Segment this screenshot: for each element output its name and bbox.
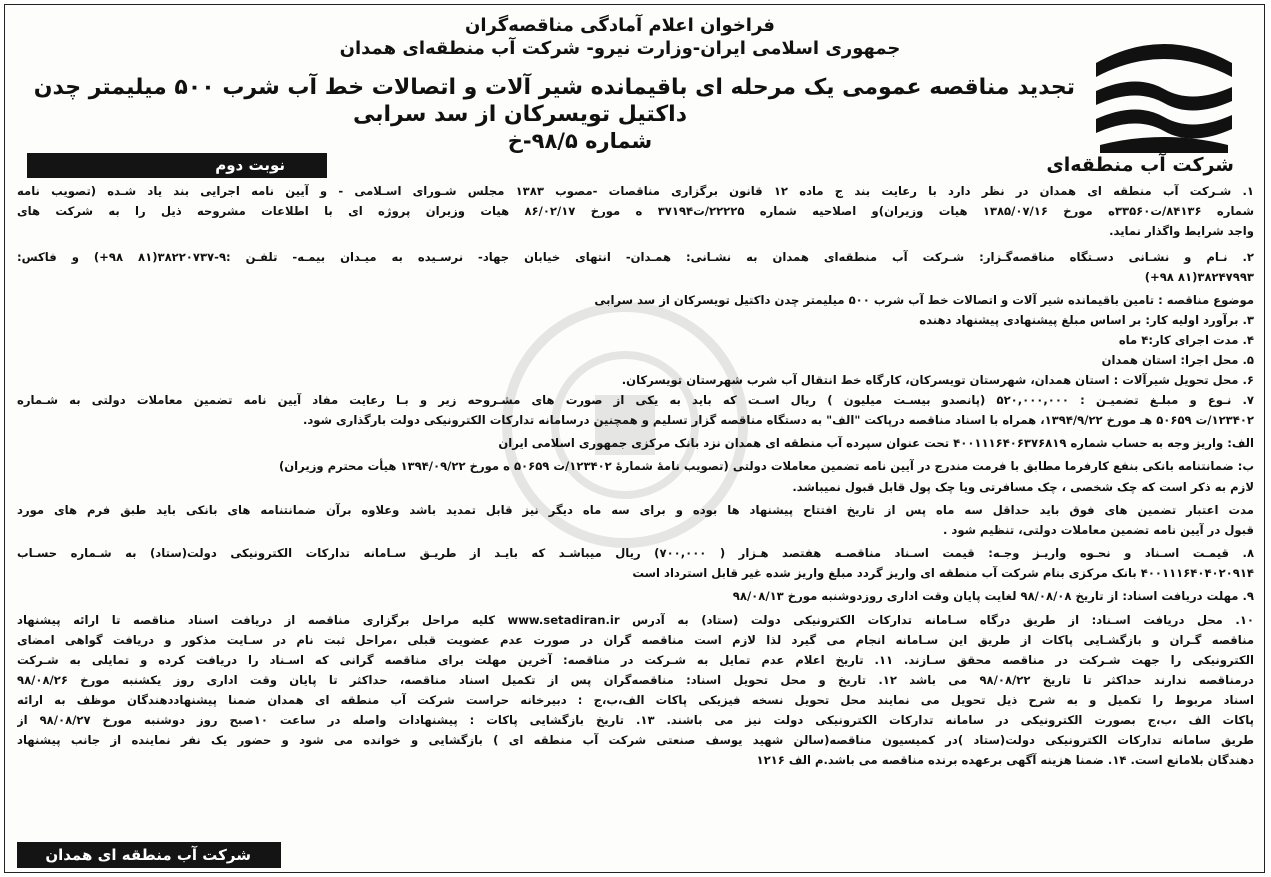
water-company-logo-icon [1086,33,1242,157]
body-line: ۱۲۳۴۰۲/ت ۵۰۶۵۹ هـ مورخ ۱۳۹۴/۹/۲۲، همراه با اسناد مناقصه درپاکت "الف" به دستگاه مناقصه گزار تسلیم و همچنین درسامانه تدارکات الکترونیکی دولت بارگذاری شود. [302,413,1254,427]
body-line: الف: واریز وجه به حساب شماره ۴۰۰۱۱۱۶۴۰۶۳۷۶۸۱۹ تحت عنوان سپرده آب منطقه ای همدان نزد بانک مرکزی جمهوری اسلامی ایران [498,436,1254,450]
body-line: مدت اعتبار تضمین های فوق باید حداقل سه ماه پس از تاریخ افتتاح پیشنهاد ها بوده و برای سه ماه دیگر نیز قابل تمدید باشد وعلاوه برآن ضمانتنامه های بانکی باید طبق فرم های مورد [17,503,1254,517]
body-line: ۱۰. محل دریافت اسـناد: از طریق درگاه سـامانه تدارکات الکترونیکی دولت (ستاد) به آدرس www.setadiran.ir کلیه مراحل برگزاری مناقصه از دریافت اسناد مناقصه تا ارائه پیشنهاد [17,613,1254,627]
tender-subject-title-cont: داکتیل تویسرکان از سد سرابی [352,102,687,127]
body-line: پاکات الف ،ب،ج بصورت الکترونیکی در سامانه تدارکات الکترونیکی دولت نیز می باشند. ۱۳. تاریخ بازگشایی پاکات : پیشنهادات واصله در ساعت ۱۰صبح روز دوشنبه مورخ ۹۸/۰۸/۲۷ از [17,713,1254,727]
body-line: ۸. قیمـت اسـناد و نحـوه واریـز وجـه: قیمت اسـناد مناقصـه هفتصد هـزار ( ۷۰۰,۰۰۰) ریال میباشـد که بایـد از طریـق سـامانه تدارکات الکترونیکی دولت(ستاد) به شـماره حسـاب [17,546,1254,560]
body-line: ۳. برآورد اولیه کار: بر اساس مبلغ پیشنهادی پیشنهاد دهنده [919,313,1254,327]
issuer-line: جمهوری اسلامی ایران-وزارت نیرو- شرکت آب منطقه‌ای همدان [339,38,901,59]
body-line: مناقصه گـران و بازگشـایی پاکات از طریق این سـامانه انجام می گیرد لذا لازم است مناقصه گران در صورت عدم عضویت قبلی ،مراحل ثبت نام در سـایت مذکور و دریافت گواهی امضای [17,633,1254,647]
body-line: ۳۸۲۴۷۹۹۳(۸۱ ۹۸+) [1144,270,1254,284]
body-line: واجد شرایط واگذار نماید. [1109,224,1254,238]
body-line: الکترونیکی را جهت شـرکت در مناقصه محقق سـازند. ۱۱. تاریخ اعلام عدم تمایل به شـرکت در مناقصه: آخرین مهلت برای مناقصه گرانی که اسـناد را دریافت کرده و تمایلی به شـرکت [17,653,1254,667]
body-line: اسناد مربوط را تکمیل و به شرح ذیل تحویل می نمایند محل تحویل نسخه فیزیکی پاکات الف،ب،ج : دبیرخانه حراست شرکت آب منطقه ای همدان ضمنا پیشنهاددهندگان موظف به ارائه [17,693,1254,707]
body-line: ب: ضمانتنامه بانکی بنفع کارفرما مطابق با فرمت مندرج در آیین نامه تضمین معاملات دولتی (تصویب نامهٔ شمارهٔ ۱۲۳۴۰۲/ت ۵۰۶۵۹ ه مورخ ۱۳۹۴/۰۹/۲۲ هیأت محترم وزیران) [278,459,1254,473]
body-line: ۴۰۰۱۱۱۶۴۰۴۰۲۰۹۱۴ بانک مرکزی بنام شرکت آب منطقه ای واریز گردد مبلغ واریز شده غیر قابل استرداد است [632,566,1254,580]
round-badge: نوبت دوم [27,153,327,178]
footer-company: شرکت آب منطقه ای همدان [17,842,281,868]
body-line: ۴. مدت اجرای کار:۴ ماه [1118,333,1254,347]
body-line: درمناقصه ندارند حداکثر تا تاریخ ۹۸/۰۸/۲۲ می باشد ۱۲. تاریخ و محل تحویل اسناد: مناقصه‌گران پس از تکمیل اسناد مناقصه، حداکثر تا پایان وقت اداری روز یکشنبه مورخ ۹۸/۰۸/۲۶ [17,673,1254,687]
body-line: قبول در آیین نامه تضمین معاملات دولتی، تنظیم شود . [942,523,1254,537]
body-line: ۵. محل اجرا: استان همدان [1101,353,1254,367]
body-line: لازم به ذکر است که چک شخصی ، چک مسافرتی ویا چک پول قابل قبول نمیباشد. [792,480,1254,494]
body-line: ۱. شـرکت آب منطقه ای همدان در نظر دارد با رعایت بند ج ماده ۱۲ قانون برگزاری مناقصات -مصوب ۱۳۸۳ مجلس شـورای اسـلامی - و آیین نامه اجرایی بند یاد شـده (تصویب نامه [17,184,1254,198]
body-line: دهندگان بلامانع است. ۱۴. ضمنا هزینه آگهی برعهده برنده مناقصه می باشد.م الف ۱۲۱۶ [756,753,1254,767]
tender-notice [4,4,1265,873]
logo-caption: شرکت آب منطقه‌ای [1046,154,1234,176]
tender-subject-title: تجدید مناقصه عمومی یک مرحله ای باقیمانده شیر آلات و اتصالات خط آب شرب ۵۰۰ میلیمتر چدن [33,75,1075,100]
notice-title: فراخوان اعلام آمادگی مناقصه‌گران [465,15,775,36]
tender-number: شماره ۹۸/۵-خ [507,129,653,153]
body-line: موضوع مناقصه : تامین باقیمانده شیر آلات و اتصالات خط آب شرب ۵۰۰ میلیمتر چدن داکتیل تویسرکان از سد سرابی [594,293,1254,307]
body-line: ۲. نـام و نشـانی دسـتگاه مناقصه‌گـزار: شـرکت آب منطقه‌ای همدان به نشـانی: همـدان- انتهای خیابان جهاد- نرسـیده به میـدان بیمـه- تلفـن :۹-۳۸۲۲۰۷۳۷(۸۱ ۹۸+) و فاکس: [17,250,1254,264]
body-line: طریق سامانه تدارکات الکترونیکی دولت(ستاد )در کمیسیون مناقصه(سالن شهید یوسف صنعتی شرکت آب منطقه ای ) بازگشایی و خوانده می شود و حضور یک نفر نماینده از جانب پیشنهاد [17,733,1254,747]
body-line: ۹. مهلت دریافت اسناد: از تاریخ ۹۸/۰۸/۰۸ لغایت پایان وقت اداری روزدوشنبه مورخ ۹۸/۰۸/۱۳ [732,589,1254,603]
body-line: شماره ۸۴۱۳۶/ت۳۳۵۶۰ه مورخ ۱۳۸۵/۰۷/۱۶ هیات وزیران)و اصلاحیه شماره ۲۲۲۲۵/ت۳۷۱۹۴ ه مورخ ۸۶/۰۲/۱۷ هیات وزیران پروژه ای با اطلاعات مشروحه ذیل را به شرکت های [17,204,1254,218]
body-line: ۷. نـوع و مبلـغ تضمیـن : ۵۲۰,۰۰۰,۰۰۰ (پانصدو بیسـت میلیون ) ریال اسـت که باید به یکی از صورت های مشـروحه زیر و بـا رعایت مفاد آیین نامه تضمین معاملات دولتی به شـماره [17,393,1254,407]
body-line: ۶. محل تحویل شیرآلات : استان همدان، شهرستان تویسرکان، کارگاه خط انتقال آب شرب شهرستان تویسرکان. [621,373,1254,387]
